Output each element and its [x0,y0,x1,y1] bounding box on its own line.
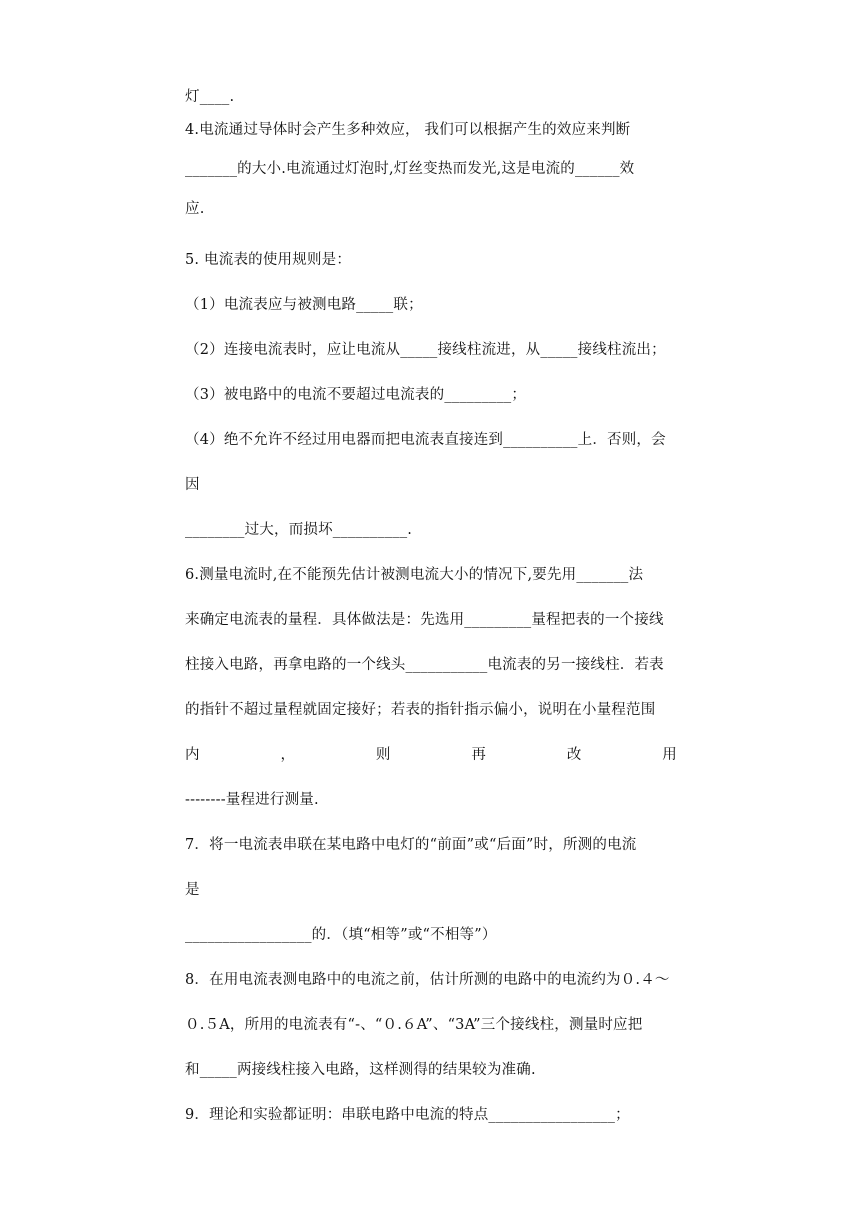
spread-char: 再 [471,747,487,763]
text-line: ０.５A，所用的电流表有“-、“０.６A”、“3A”三个接线柱，测量时应把 [185,1017,643,1033]
spread-char: 改 [566,747,582,763]
text-line: ________过大，而损坏__________. [185,522,413,538]
text-line: （4）绝不允许不经过用电器而把电流表直接连到__________上．否则，会 [185,432,666,448]
text-line: 柱接入电路，再拿电路的一个线头___________电流表的另一接线柱．若表 [185,657,664,673]
text-line: 来确定电流表的量程．具体做法是：先选用_________量程把表的一个接线 [185,612,664,628]
text-line: 8．在用电流表测电路中的电流之前，估计所测的电路中的电流约为０.４～ [185,972,670,988]
text-line: （3）被电路中的电流不要超过电流表的_________； [185,387,527,403]
text-line: 和_____两接线柱接入电路，这样测得的结果较为准确. [185,1062,536,1078]
spread-text-line [185,743,677,767]
text-line: 是 [185,882,200,898]
text-line: 的指针不超过量程就固定接好；若表的指针指示偏小，说明在小量程范围 [185,702,656,718]
text-line: （1）电流表应与被测电路_____联； [185,297,423,313]
text-line: _______的大小.电流通过灯泡时,灯丝变热而发光,这是电流的______效 [185,161,635,177]
text-line: 7．将一电流表串联在某电路中电灯的“前面”或“后面”时，所测的电流 [185,837,637,853]
spread-char: ， [280,747,296,763]
text-line: 4.电流通过导体时会产生多种效应， 我们可以根据产生的效应来判断 [185,122,631,138]
text-line: 6.测量电流时,在不能预先估计被测电流大小的情况下,要先用_______法 [185,567,644,583]
spread-char: 用 [662,747,677,763]
text-line: 5. 电流表的使用规则是： [185,252,352,268]
text-line: 应. [185,201,205,217]
text-line: 9．理论和实验都证明：串联电路中电流的特点_________________； [185,1107,630,1123]
text-line: _________________的．（填“相等”或“不相等”） [185,927,497,943]
text-line: --------量程进行测量. [185,792,319,808]
text-line: 灯____. [185,89,235,105]
text-line: （2）连接电流表时，应让电流从_____接线柱流进，从_____接线柱流出； [185,342,666,358]
text-line: 因 [185,477,200,493]
spread-char: 内 [185,747,200,763]
spread-char: 则 [375,747,391,763]
